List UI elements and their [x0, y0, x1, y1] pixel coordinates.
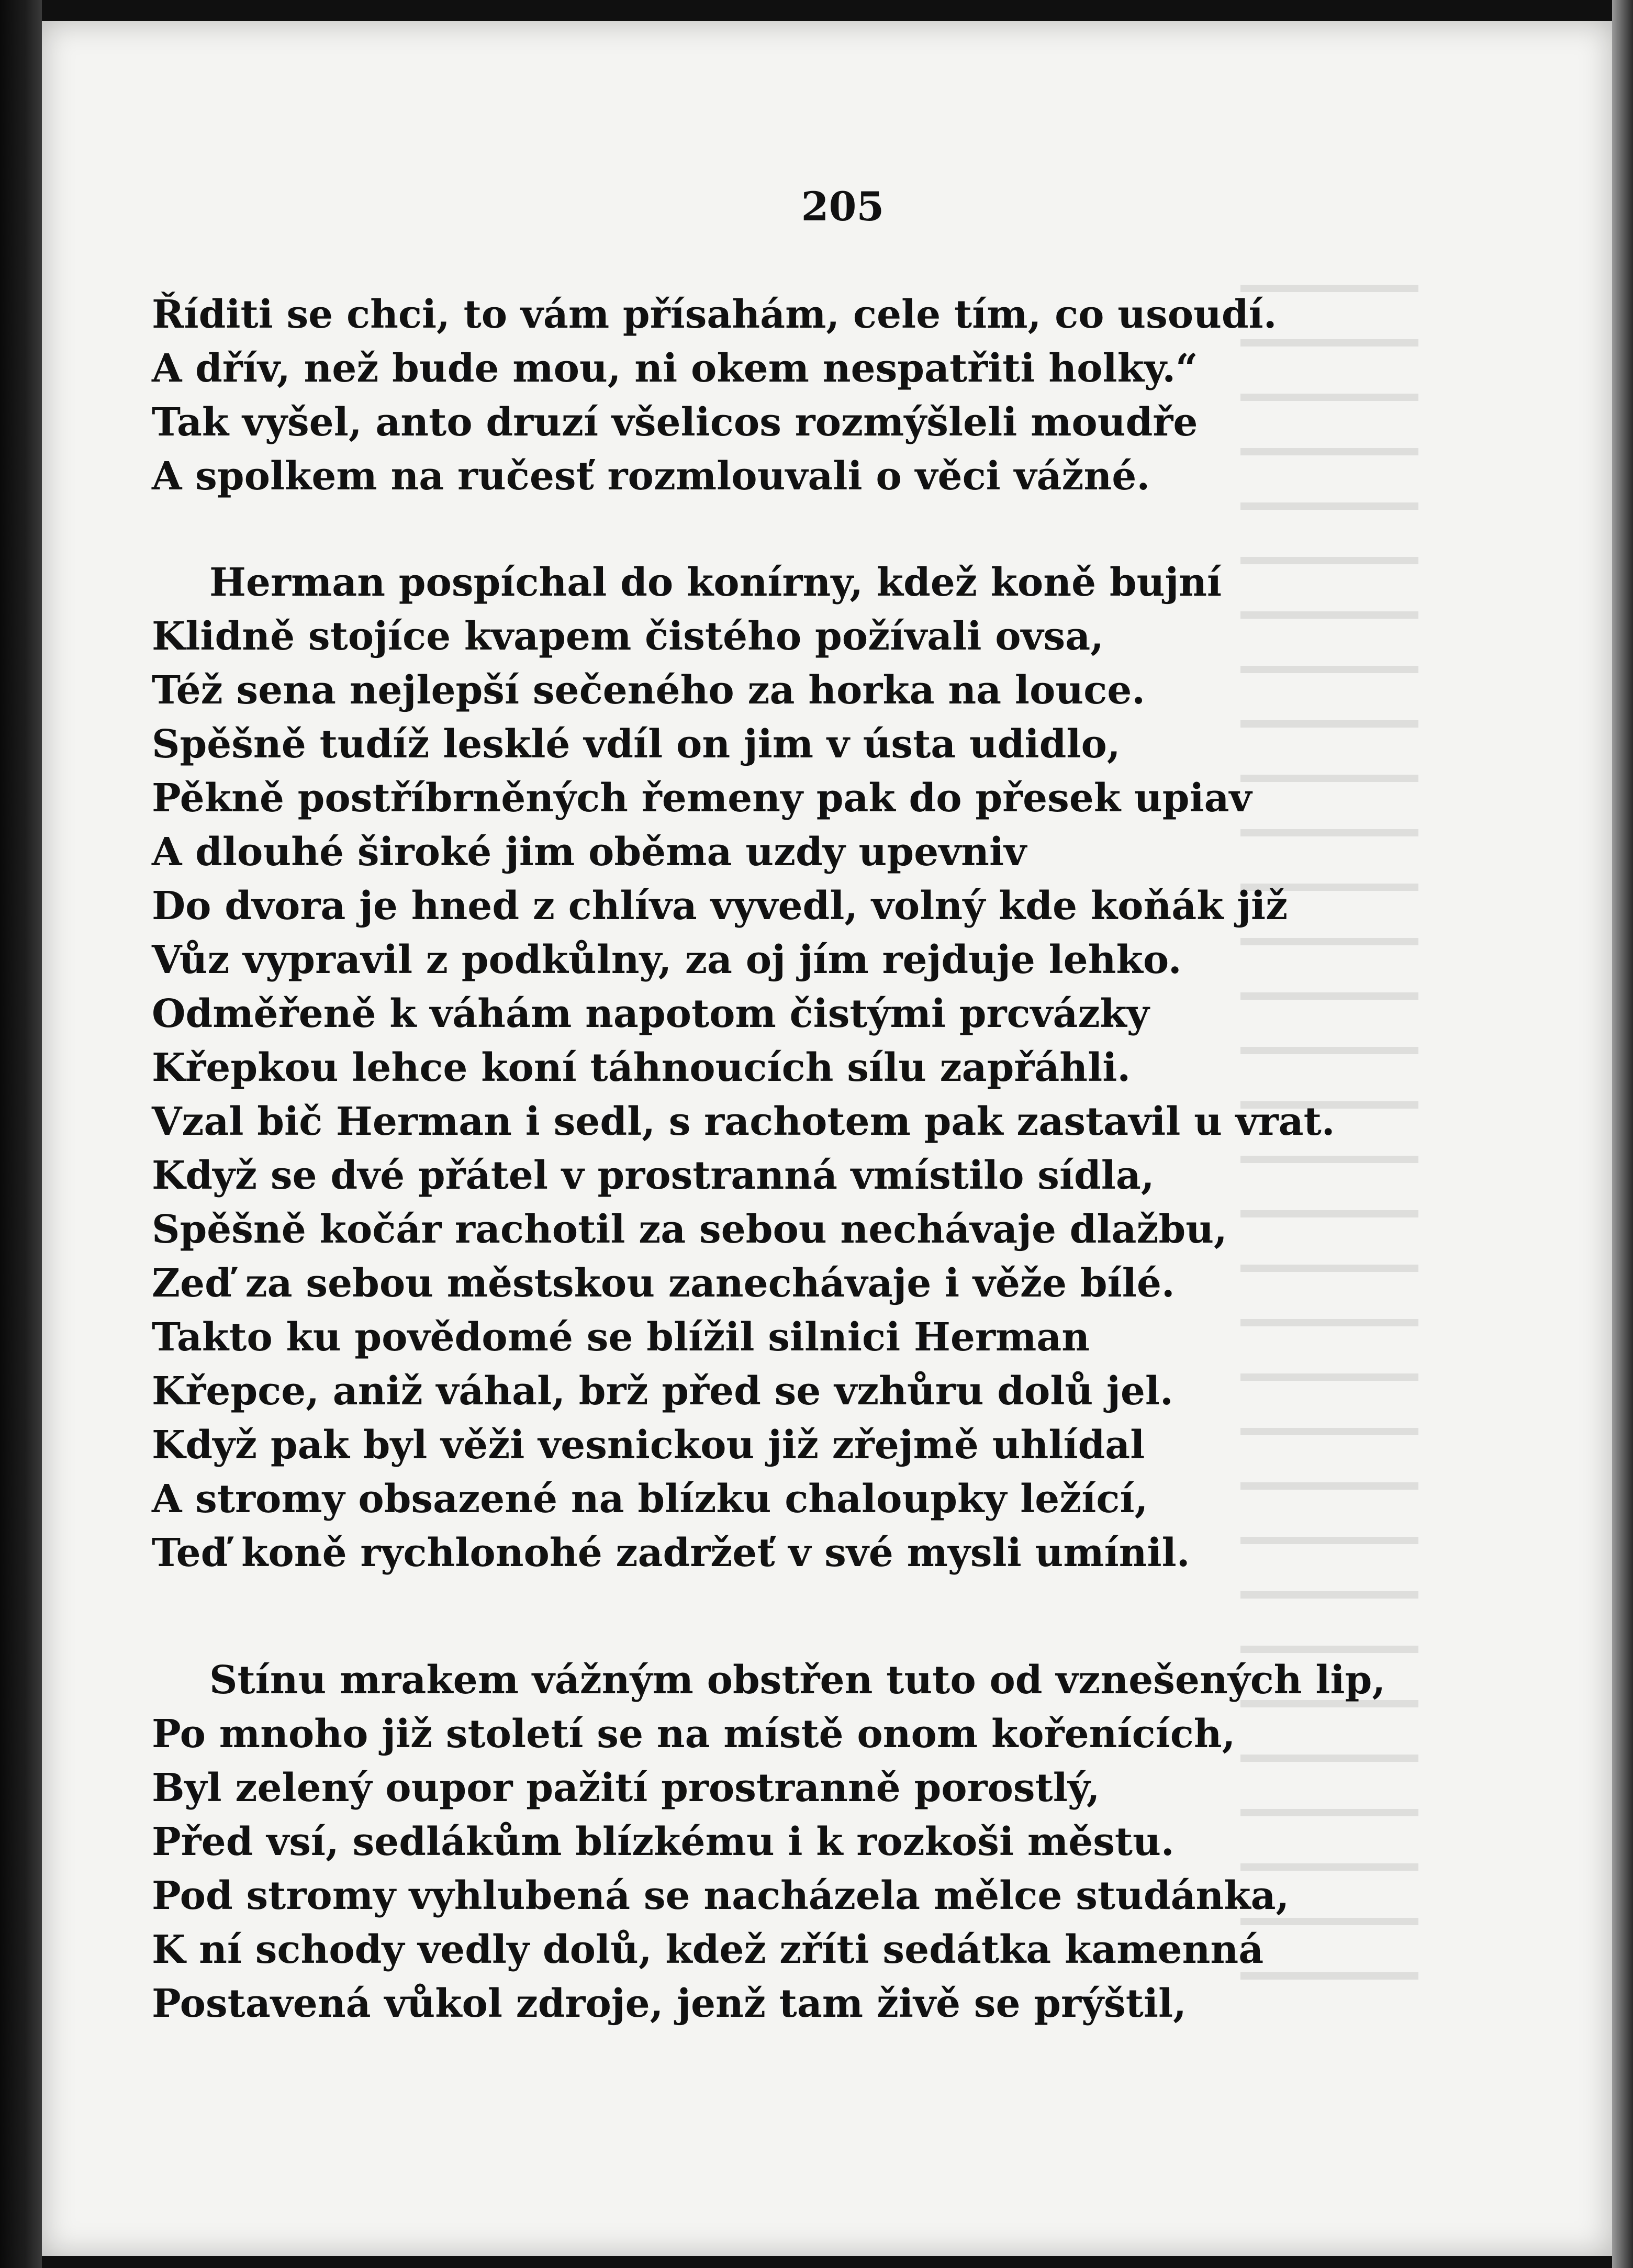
stanza-separator — [152, 504, 1471, 556]
stanza-2 — [152, 556, 1471, 1580]
poem-line: Vůz vypravil z podkůlny, za oj jím rejduje lehko. — [152, 937, 1182, 982]
poem-line: Do dvora je hned z chlíva vyvedl, volný kde koňák již — [152, 884, 1288, 929]
poem-line: Před vsí, sedlákům blízkému i k rozkoši městu. — [152, 1819, 1175, 1864]
poem-text — [152, 288, 1471, 2031]
poem-line: Klidně stojíce kvapem čistého požívali ovsa, — [152, 614, 1104, 659]
poem-line: Pěkně postříbrněných řemeny pak do přesek upiav — [152, 776, 1252, 821]
stanza-1 — [152, 288, 1471, 504]
poem-line: Říditi se chci, to vám přísahám, cele tím, co usoudí. — [152, 292, 1277, 337]
poem-line: Tak vyšel, anto druzí všelicos rozmýšleli moudře — [152, 400, 1198, 445]
poem-line: Po mnoho již století se na místě onom kořenících, — [152, 1712, 1236, 1757]
poem-line: Takto ku povědomé se blížil silnici Herman — [152, 1315, 1090, 1360]
poem-line: A stromy obsazené na blízku chaloupky ležící, — [152, 1477, 1148, 1522]
poem-line: Když se dvé přátel v prostranná vmístilo sídla, — [152, 1153, 1155, 1198]
stanza-separator — [152, 1580, 1471, 1653]
poem-line: Křepkou lehce koní táhnoucích sílu zapřáhli. — [152, 1045, 1131, 1090]
poem-line: A dlouhé široké jim oběma uzdy upevniv — [152, 830, 1027, 875]
poem-line: Též sena nejlepší sečeného za horka na louce. — [152, 668, 1146, 713]
poem-line: Když pak byl věži vesnickou již zřejmě uhlídal — [152, 1423, 1145, 1468]
book-page — [42, 21, 1612, 2256]
poem-line: Spěšně kočár rachotil za sebou nechávaje dlažbu, — [152, 1207, 1227, 1252]
poem-line: Odměřeně k váhám napotom čistými prcvázky — [152, 991, 1149, 1036]
poem-line: Teď koně rychlonohé zadržeť v své mysli umínil. — [152, 1530, 1190, 1576]
poem-line: Stínu mrakem vážným obstřen tuto od vznešených lip, — [209, 1658, 1386, 1703]
poem-line: Spěšně tudíž lesklé vdíl on jim v ústa udidlo, — [152, 722, 1121, 767]
book-spine-shadow — [0, 0, 42, 2268]
poem-line: A dřív, než bude mou, ni okem nespatřiti holky.“ — [152, 346, 1198, 391]
poem-line: Vzal bič Herman i sedl, s rachotem pak zastavil u vrat. — [152, 1099, 1335, 1144]
poem-line: Křepce, aniž váhal, brž před se vzhůru dolů jel. — [152, 1369, 1173, 1414]
page-edge — [1612, 0, 1633, 2268]
poem-line: A spolkem na ručesť rozmlouvali o věci vážné. — [152, 454, 1150, 499]
page-number: 205 — [801, 183, 885, 230]
poem-line: K ní schody vedly dolů, kdež zříti sedátka kamenná — [152, 1927, 1264, 1972]
poem-line: Zeď za sebou městskou zanechávaje i věže bílé. — [152, 1261, 1175, 1306]
stanza-3 — [152, 1653, 1471, 2031]
poem-line: Byl zelený oupor pažití prostranně porostlý, — [152, 1766, 1100, 1811]
poem-line: Postavená vůkol zdroje, jenž tam živě se prýštil, — [152, 1981, 1187, 2026]
poem-line: Herman pospíchal do konírny, kdež koně bujní — [209, 560, 1222, 605]
poem-line: Pod stromy vyhlubená se nacházela mělce studánka, — [152, 1873, 1290, 1918]
